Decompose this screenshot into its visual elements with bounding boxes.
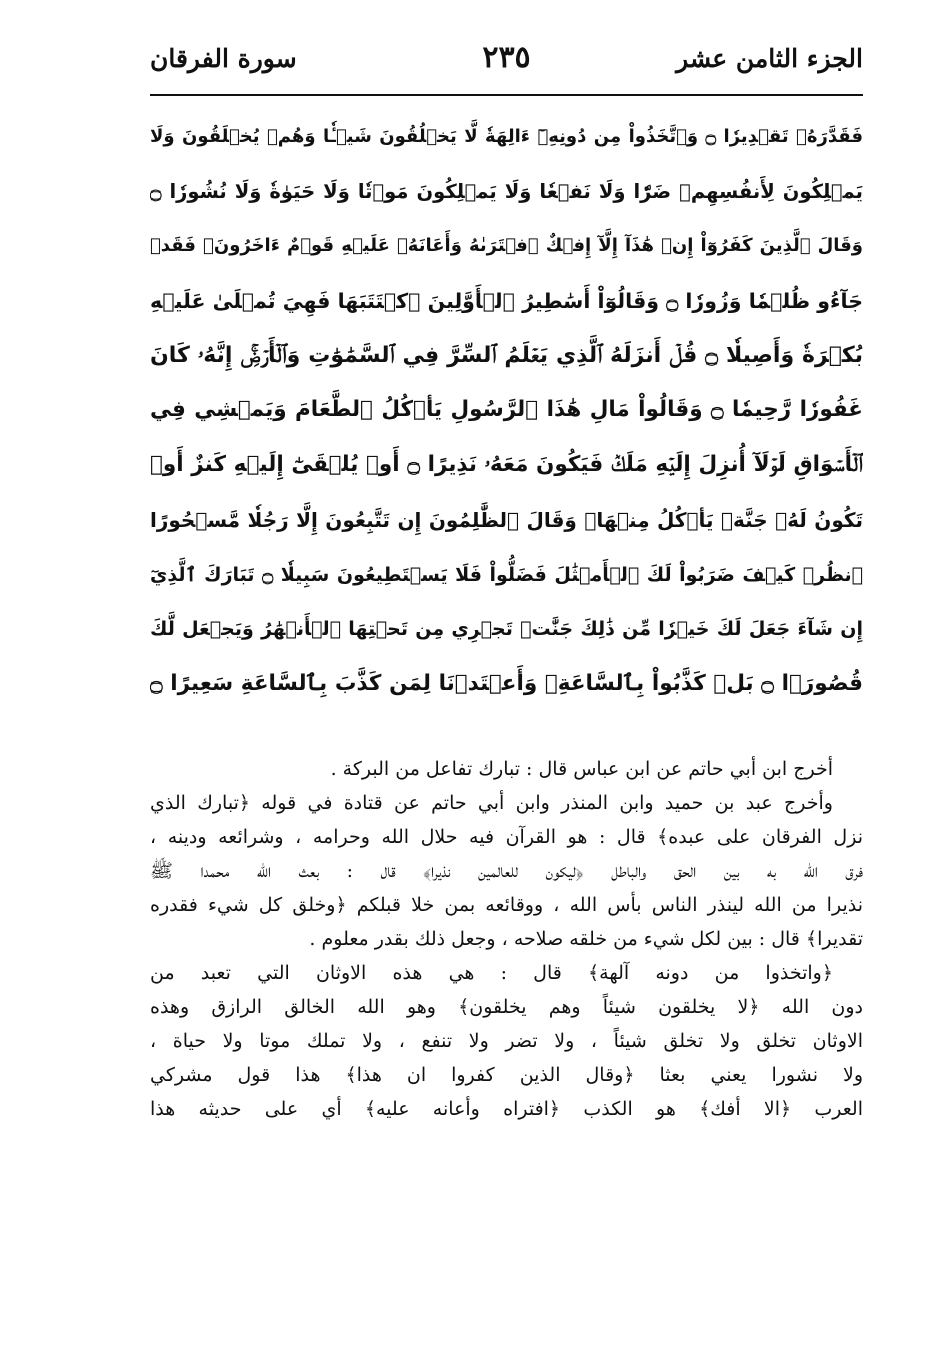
commentary-line: نزل الفرقان على عبده﴾ قال : هو القرآن فيه حلال الله وحرامه ، وشرائعه ودينه ، [150,826,863,848]
commentary-line: العرب ﴿الا أفك﴾ هو الكذب ﴿افتراه وأعانه عليه﴾ أي على حديثه هذا [150,1098,863,1120]
commentary-line: تقديرا﴾ قال : بين لكل شيء من خلقه صلاحه ، وجعل ذلك بقدر معلوم . [309,928,863,950]
quran-line: وَقَالَ ٱلَّذِينَ كَفَرُوٓاْ إِنۡ هَٰذَآ إِلَّآ إِفۡكٌ ٱفۡتَرَىٰهُ وَأَعَانَهُۥ عَلَيۡهِ قَوۡمٌ ءَاخَرُونَۖ فَقَدۡ [150,235,863,257]
commentary-line: ولا نشورا يعني بعثا ﴿وقال الذين كفروا ان هذا﴾ هذا قول مشركي [150,1064,863,1086]
commentary-line: نذيرا من الله لينذر الناس بأس الله ، ووقائعه بمن خلا قبلكم ﴿وخلق كل شيء فقدره [150,894,863,916]
commentary-line: فرق الله به بين الحق والباطل ﴿ليكون للعالمين نذيرا﴾ قال : بعث الله محمدا ﷺ [150,860,863,882]
quran-line: غَفُورٗا رَّحِيمٗا ۝ وَقَالُواْ مَالِ هَٰذَا ٱلرَّسُولِ يَأۡكُلُ ٱلطَّعَامَ وَيَمۡشِي فِي [150,397,863,423]
quran-line: قُصُورَۢا ۝ بَلۡ كَذَّبُواْ بِٱلسَّاعَةِۖ وَأَعۡتَدۡنَا لِمَن كَذَّبَ بِٱلسَّاعَةِ سَعِيرًا ۝ [150,670,863,696]
commentary-text-block [150,752,863,1126]
page-number: ٢٣٥ [482,40,531,75]
commentary-line: الاوثان تخلق ولا تخلق شيئاً ، ولا تضر ولا تنفع ، ولا تملك موتا ولا حياة ، [150,1030,863,1052]
commentary-line: دون الله ﴿لا يخلقون شيئاً وهم يخلقون﴾ وهو الله الخالق الرازق وهذه [150,996,863,1018]
quran-line: فَقَدَّرَهُۥ تَقۡدِيرٗا ۝ وَٱتَّخَذُواْ مِن دُونِهِۦٓ ءَالِهَةٗ لَّا يَخۡلُقُونَ شَيۡـٔٗا وَهُمۡ يُخۡلَقُونَ وَلَا [150,126,863,147]
commentary-line: وأخرج عبد بن حميد وابن المنذر وابن أبي حاتم عن قتادة في قوله ﴿تبارك الذي [150,792,833,814]
page-header [150,40,863,84]
commentary-line: ﴿واتخذوا من دونه آلهة﴾ قال : هي هذه الاوثان التي تعبد من [150,962,833,984]
header-divider [150,94,863,96]
quran-line: جَآءُو ظُلۡمٗا وَزُورٗا ۝ وَقَالُوٓاْ أَسَٰطِيرُ ٱلۡأَوَّلِينَ ٱكۡتَتَبَهَا فَهِيَ تُمۡلَىٰ عَلَيۡهِ [150,289,863,314]
quran-text-block [150,110,863,712]
quran-line: ٱنظُرۡ كَيۡفَ ضَرَبُواْ لَكَ ٱلۡأَمۡثَٰلَ فَضَلُّواْ فَلَا يَسۡتَطِيعُونَ سَبِيلٗا ۝ تَبَارَكَ ٱلَّذِيٓ [150,563,863,586]
quran-line: ٱلۡأَسۡوَاقِ لَوۡلَآ أُنزِلَ إِلَيۡهِ مَلَكٞ فَيَكُونَ مَعَهُۥ نَذِيرًا ۝ أَوۡ يُلۡقَىٰٓ إِلَيۡهِ كَنزٌ أَوۡ [150,452,863,478]
quran-line: بُكۡرَةٗ وَأَصِيلٗا ۝ قُلۡ أَنزَلَهُ ٱلَّذِي يَعۡلَمُ ٱلسِّرَّ فِي ٱلسَّمَٰوَٰتِ وَٱلۡأَرۡضِۚ إِنَّهُۥ كَانَ [150,342,863,368]
surah-title: سورة الفرقان [150,44,297,73]
quran-line: يَمۡلِكُونَ لِأَنفُسِهِمۡ ضَرّٗا وَلَا نَفۡعٗا وَلَا يَمۡلِكُونَ مَوۡتٗا وَلَا حَيَوٰةٗ وَلَا نُشُورٗا ۝ [150,179,863,203]
juz-title: الجزء الثامن عشر [676,44,863,73]
commentary-line: أخرج ابن أبي حاتم عن ابن عباس قال : تبارك تفاعل من البركة . [330,758,833,780]
quran-line: تَكُونُ لَهُۥ جَنَّةٞ يَأۡكُلُ مِنۡهَاۚ وَقَالَ ٱلظَّٰلِمُونَ إِن تَتَّبِعُونَ إِلَّا رَجُلٗا مَّسۡحُورًا [150,507,863,532]
quran-line: إِن شَآءَ جَعَلَ لَكَ خَيۡرٗا مِّن ذَٰلِكَ جَنَّٰتٖ تَجۡرِي مِن تَحۡتِهَا ٱلۡأَنۡهَٰرُ وَيَجۡعَل لَّكَ [150,618,863,641]
